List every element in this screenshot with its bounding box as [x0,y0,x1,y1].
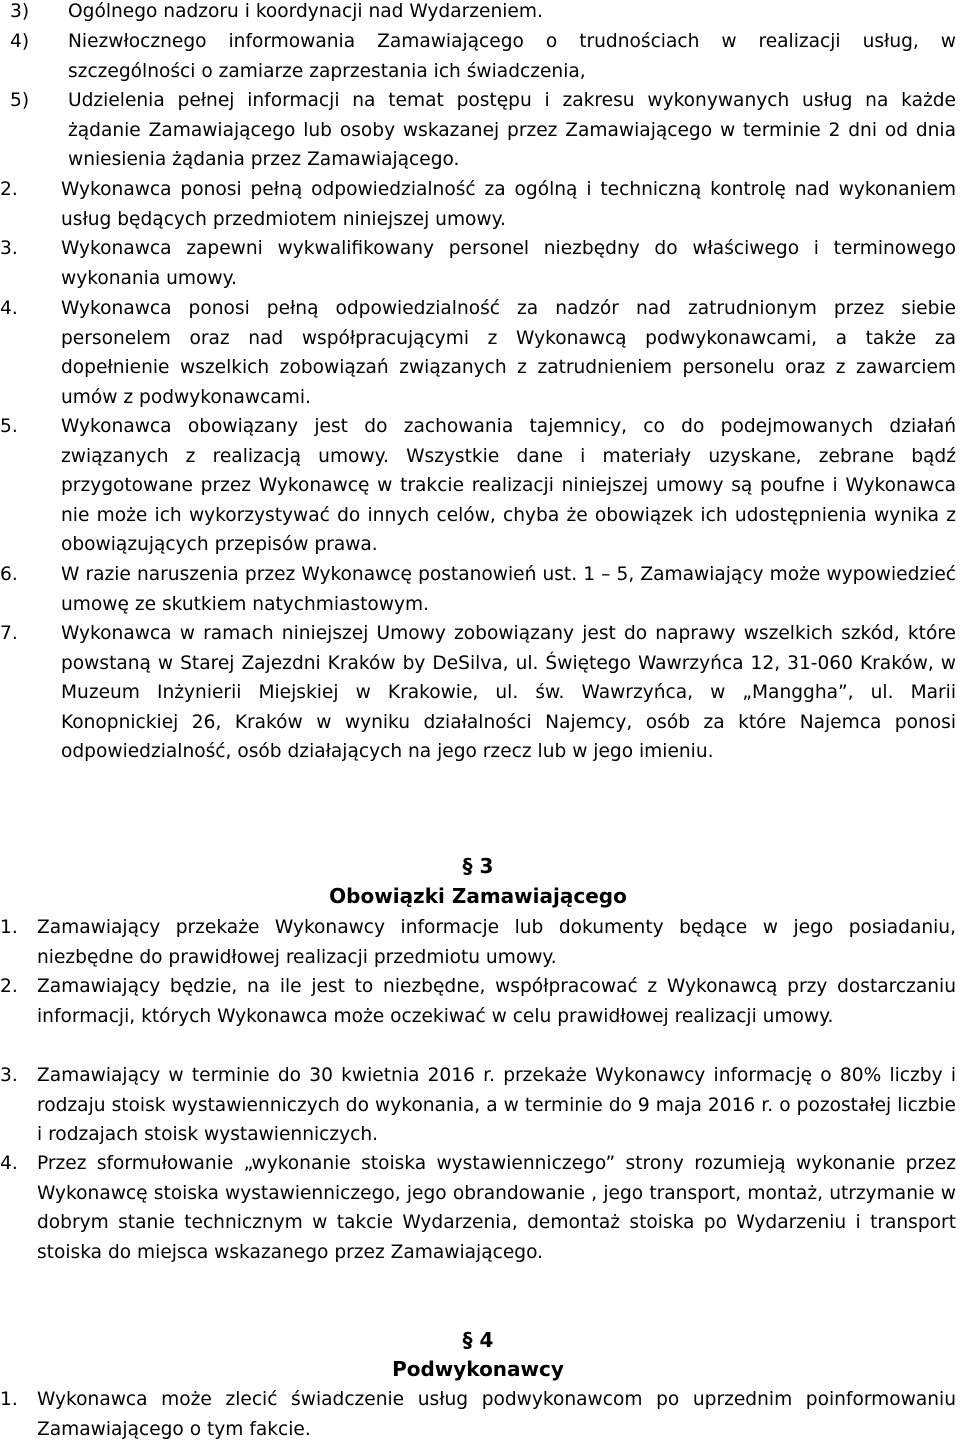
list-item [0,1385,956,1444]
item-text: Wykonawca zapewni wykwalifikowany personel niezbędny do właściwego i terminowego wykonania umowy. [61,238,956,289]
item-number: 4. [0,1153,18,1174]
section-title: Podwykonawcy [392,1357,564,1381]
list-item [0,412,956,560]
list-item [10,0,956,27]
list-item [0,1061,956,1150]
item-number: 3. [0,238,18,259]
item-number: 3. [0,1065,18,1086]
item-text: Wykonawca może zlecić świadczenie usług podwykonawcom po uprzednim poinformowaniu Zamawiającego o tym fakcie. [37,1389,956,1440]
item-text: Udzielenia pełnej informacji na temat postępu i zakresu wykonywanych usług na każde żądanie Zamawiającego lub osoby wskazanej przez Zamawiającego w terminie 2 dni od dnia wniesienia żądania przez Zamawiającego. [68,90,956,170]
item-number: 2. [0,179,18,200]
item-number: 4. [0,298,18,319]
item-number: 5) [10,90,30,111]
item-text: Zamawiający w terminie do 30 kwietnia 2016 r. przekaże Wykonawcy informację o 80% liczby i rodzaju stoisk wystawienniczych do wykonania, a w terminie do 9 maja 2016 r. o pozostałej liczbie i rodzajach stoisk wystawienniczych. [37,1065,956,1145]
item-number: 7. [0,623,18,644]
item-number: 1. [0,917,18,938]
list-item [0,1149,956,1267]
item-number: 6. [0,564,18,585]
item-text: Wykonawca ponosi pełną odpowiedzialność za ogólną i techniczną kontrolę nad wykonaniem usług będących przedmiotem niniejszej umowy. [61,179,956,230]
list-item [0,175,956,234]
item-number: 4) [10,31,30,52]
section-title: Obowiązki Zamawiającego [329,884,627,908]
item-text: Ogólnego nadzoru i koordynacji nad Wydarzeniem. [68,1,543,22]
list-item [0,619,956,767]
item-text: W razie naruszenia przez Wykonawcę postanowień ust. 1 – 5, Zamawiający może wypowiedzieć umowę ze skutkiem natychmiastowym. [61,564,956,615]
list-item [0,913,956,972]
list-item [0,294,956,412]
section-number: § 4 [462,1328,494,1352]
list-item [10,27,956,86]
list-item [10,86,956,175]
item-text: Zamawiający przekaże Wykonawcy informacje lub dokumenty będące w jego posiadaniu, niezbędne do prawidłowej realizacji przedmiotu umowy. [37,917,956,968]
item-number: 2. [0,976,18,997]
item-number: 3) [10,1,30,22]
item-number: 5. [0,416,18,437]
list-item [0,560,956,619]
item-text: Wykonawca ponosi pełną odpowiedzialność za nadzór nad zatrudnionym przez siebie personelem oraz nad współpracującymi z Wykonawcą podwykonawcami, a także za dopełnienie wszelkich zobowiązań związanych z zatrudnieniem personelu oraz z zawarciem umów z podwykonawcami. [61,298,956,408]
item-text: Niezwłocznego informowania Zamawiającego o trudnościach w realizacji usług, w szczególności o zamiarze zaprzestania ich świadczenia, [68,31,956,82]
item-text: Wykonawca obowiązany jest do zachowania tajemnicy, co do podejmowanych działań związanych z realizacją umowy. Wszystkie dane i materiały uzyskane, zebrane bądź przygotowane przez Wykonawcę w trakcie realizacji niniejszej umowy są poufne i Wykonawca nie może ich wykorzystywać do innych celów, chyba że obowiązek ich udostępnienia wynika z obowiązujących przepisów prawa. [61,416,956,555]
list-item [0,972,956,1031]
item-text: Wykonawca w ramach niniejszej Umowy zobowiązany jest do naprawy wszelkich szkód, które powstaną w Starej Zajezdni Kraków by DeSilva, ul. Świętego Wawrzyńca 12, 31-060 Kraków, w Muzeum Inżynierii Miejskiej w Krakowie, ul. św. Wawrzyńca, w „Manggha”, ul. Marii Konopnickiej 26, Kraków w wyniku działalności Najemcy, osób za które Najemca ponosi odpowiedzialność, osób działających na jego rzecz lub w jego imieniu. [61,623,956,762]
item-text: Przez sformułowanie „wykonanie stoiska wystawienniczego” strony rozumieją wykonanie przez Wykonawcę stoiska wystawienniczego, jego obrandowanie , jego transport, montaż, utrzymanie w dobrym stanie technicznym w takcie Wydarzenia, demontaż stoiska po Wydarzeniu i transport stoiska do miejsca wskazanego przez Zamawiającego. [37,1153,956,1263]
item-number: 1. [0,1389,18,1410]
item-text: Zamawiający będzie, na ile jest to niezbędne, współpracować z Wykonawcą przy dostarczaniu informacji, których Wykonawca może oczekiwać w celu prawidłowej realizacji umowy. [37,976,956,1027]
section-number: § 3 [462,854,494,878]
list-item [0,234,956,293]
